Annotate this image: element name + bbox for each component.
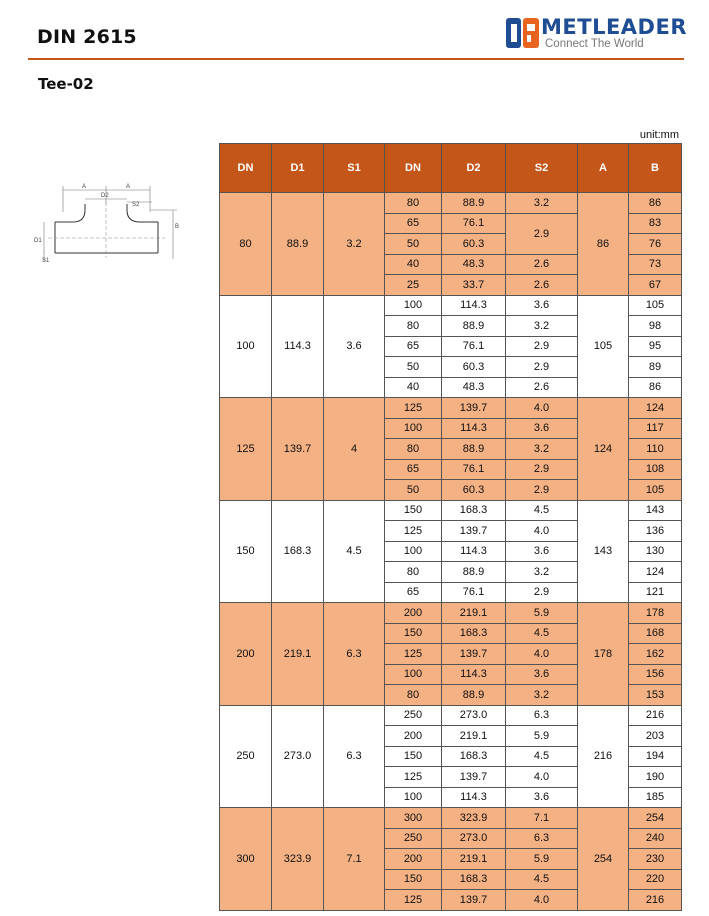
cell-s1: 6.3: [324, 603, 385, 706]
cell-branch-dn: 100: [385, 664, 442, 685]
cell-main-dn: 125: [220, 398, 272, 501]
cell-d2: 219.1: [442, 726, 506, 747]
cell-d2: 76.1: [442, 336, 506, 357]
cell-branch-dn: 50: [385, 480, 442, 501]
cell-a: 86: [578, 193, 629, 296]
cell-b: 124: [629, 562, 682, 583]
cell-b: 240: [629, 828, 682, 849]
cell-b: 76: [629, 234, 682, 255]
unit-label: unit:mm: [639, 129, 679, 141]
cell-b: 86: [629, 377, 682, 398]
cell-d2: 114.3: [442, 787, 506, 808]
diagram-label-d2: D2: [101, 193, 109, 199]
cell-branch-dn: 125: [385, 767, 442, 788]
cell-main-dn: 80: [220, 193, 272, 296]
cell-s1: 3.6: [324, 295, 385, 398]
cell-branch-dn: 100: [385, 295, 442, 316]
cell-b: 89: [629, 357, 682, 378]
table-row: [220, 705, 682, 726]
metleader-logo-icon: [505, 16, 541, 50]
cell-d2: 219.1: [442, 849, 506, 870]
cell-d2: 76.1: [442, 213, 506, 234]
cell-d2: 60.3: [442, 480, 506, 501]
cell-branch-dn: 80: [385, 562, 442, 583]
cell-d2: 139.7: [442, 890, 506, 911]
cell-d2: 139.7: [442, 644, 506, 665]
cell-s2: 2.6: [506, 377, 578, 398]
cell-d2: 114.3: [442, 295, 506, 316]
cell-branch-dn: 65: [385, 336, 442, 357]
cell-s2: 4.5: [506, 746, 578, 767]
column-header: DN: [385, 144, 442, 193]
cell-s2: 2.6: [506, 275, 578, 296]
cell-s2: 6.3: [506, 705, 578, 726]
cell-b: 203: [629, 726, 682, 747]
cell-d2: 88.9: [442, 316, 506, 337]
cell-d2: 76.1: [442, 459, 506, 480]
tee-dimension-diagram: [30, 182, 190, 267]
table-header-row: [220, 144, 682, 193]
logo-name: METLEADER: [541, 15, 687, 39]
cell-branch-dn: 125: [385, 890, 442, 911]
cell-main-dn: 250: [220, 705, 272, 808]
cell-d2: 114.3: [442, 664, 506, 685]
column-header: B: [629, 144, 682, 193]
cell-b: 83: [629, 213, 682, 234]
cell-b: 105: [629, 295, 682, 316]
cell-s1: 7.1: [324, 808, 385, 911]
cell-b: 110: [629, 439, 682, 460]
cell-a: 178: [578, 603, 629, 706]
cell-b: 220: [629, 869, 682, 890]
cell-d2: 168.3: [442, 869, 506, 890]
cell-main-dn: 200: [220, 603, 272, 706]
cell-branch-dn: 80: [385, 439, 442, 460]
table-row: [220, 603, 682, 624]
cell-a: 216: [578, 705, 629, 808]
cell-s2: 3.2: [506, 562, 578, 583]
cell-s2: 3.6: [506, 295, 578, 316]
cell-s2: 4.5: [506, 869, 578, 890]
cell-d2: 168.3: [442, 746, 506, 767]
diagram-label-a-right: A: [126, 184, 131, 190]
cell-s2: 2.9: [506, 459, 578, 480]
cell-s2: 3.6: [506, 541, 578, 562]
diagram-label-s2: S2: [132, 202, 140, 208]
cell-branch-dn: 100: [385, 541, 442, 562]
cell-d1: 168.3: [272, 500, 324, 603]
cell-b: 67: [629, 275, 682, 296]
cell-branch-dn: 80: [385, 685, 442, 706]
cell-d2: 139.7: [442, 398, 506, 419]
cell-b: 254: [629, 808, 682, 829]
cell-d2: 273.0: [442, 705, 506, 726]
cell-branch-dn: 150: [385, 623, 442, 644]
cell-d1: 323.9: [272, 808, 324, 911]
cell-s1: 3.2: [324, 193, 385, 296]
cell-s2: 4.0: [506, 521, 578, 542]
cell-s2: 3.2: [506, 316, 578, 337]
cell-s2: 4.0: [506, 644, 578, 665]
diagram-label-a-left: A: [82, 184, 87, 190]
cell-d2: 48.3: [442, 377, 506, 398]
cell-b: 216: [629, 705, 682, 726]
cell-branch-dn: 125: [385, 644, 442, 665]
cell-d2: 33.7: [442, 275, 506, 296]
logo-tagline: Connect The World: [545, 38, 644, 50]
cell-b: 190: [629, 767, 682, 788]
column-header: S2: [506, 144, 578, 193]
cell-b: 124: [629, 398, 682, 419]
cell-b: 130: [629, 541, 682, 562]
cell-branch-dn: 100: [385, 787, 442, 808]
cell-s2: 2.9: [506, 336, 578, 357]
cell-main-dn: 300: [220, 808, 272, 911]
cell-b: 153: [629, 685, 682, 706]
cell-d2: 114.3: [442, 541, 506, 562]
table-row: [220, 500, 682, 521]
cell-s2: 3.6: [506, 787, 578, 808]
cell-d2: 48.3: [442, 254, 506, 275]
cell-d1: 139.7: [272, 398, 324, 501]
cell-main-dn: 150: [220, 500, 272, 603]
table-body: [220, 193, 682, 911]
column-header: S1: [324, 144, 385, 193]
cell-b: 105: [629, 480, 682, 501]
cell-main-dn: 100: [220, 295, 272, 398]
dimension-table: [219, 143, 682, 911]
cell-s1: 4.5: [324, 500, 385, 603]
cell-branch-dn: 200: [385, 849, 442, 870]
cell-b: 86: [629, 193, 682, 214]
cell-branch-dn: 65: [385, 459, 442, 480]
cell-branch-dn: 25: [385, 275, 442, 296]
cell-branch-dn: 200: [385, 603, 442, 624]
cell-b: 230: [629, 849, 682, 870]
header-divider: [28, 58, 684, 60]
cell-s2: 4.0: [506, 767, 578, 788]
cell-b: 185: [629, 787, 682, 808]
cell-b: 121: [629, 582, 682, 603]
cell-a: 143: [578, 500, 629, 603]
column-header: DN: [220, 144, 272, 193]
cell-branch-dn: 200: [385, 726, 442, 747]
cell-s2: 2.9: [506, 480, 578, 501]
cell-branch-dn: 250: [385, 705, 442, 726]
cell-s2: 2.9: [506, 582, 578, 603]
cell-d1: 273.0: [272, 705, 324, 808]
cell-d2: 88.9: [442, 439, 506, 460]
cell-branch-dn: 80: [385, 316, 442, 337]
cell-b: 216: [629, 890, 682, 911]
cell-branch-dn: 300: [385, 808, 442, 829]
company-logo: [505, 14, 685, 54]
cell-d1: 114.3: [272, 295, 324, 398]
cell-s2: 3.2: [506, 439, 578, 460]
cell-d2: 139.7: [442, 521, 506, 542]
cell-d2: 76.1: [442, 582, 506, 603]
cell-d2: 323.9: [442, 808, 506, 829]
cell-b: 162: [629, 644, 682, 665]
cell-s2: 6.3: [506, 828, 578, 849]
cell-b: 73: [629, 254, 682, 275]
cell-s2: 3.2: [506, 685, 578, 706]
cell-b: 156: [629, 664, 682, 685]
cell-d2: 114.3: [442, 418, 506, 439]
cell-d2: 139.7: [442, 767, 506, 788]
cell-b: 168: [629, 623, 682, 644]
column-header: D1: [272, 144, 324, 193]
table-row: [220, 193, 682, 214]
cell-b: 108: [629, 459, 682, 480]
cell-branch-dn: 125: [385, 521, 442, 542]
cell-s2: 4.0: [506, 398, 578, 419]
cell-s2: 5.9: [506, 603, 578, 624]
cell-branch-dn: 100: [385, 418, 442, 439]
cell-a: 124: [578, 398, 629, 501]
cell-branch-dn: 40: [385, 377, 442, 398]
cell-branch-dn: 150: [385, 746, 442, 767]
cell-b: 98: [629, 316, 682, 337]
cell-b: 95: [629, 336, 682, 357]
cell-d1: 88.9: [272, 193, 324, 296]
cell-a: 254: [578, 808, 629, 911]
cell-branch-dn: 150: [385, 869, 442, 890]
diagram-label-s1: S1: [42, 258, 50, 264]
table-row: [220, 808, 682, 829]
cell-s2: 3.6: [506, 664, 578, 685]
cell-s2: 4.5: [506, 623, 578, 644]
cell-branch-dn: 125: [385, 398, 442, 419]
cell-d2: 88.9: [442, 562, 506, 583]
cell-s1: 4: [324, 398, 385, 501]
cell-s2: 2.6: [506, 254, 578, 275]
cell-b: 143: [629, 500, 682, 521]
cell-branch-dn: 40: [385, 254, 442, 275]
cell-b: 194: [629, 746, 682, 767]
cell-d2: 60.3: [442, 234, 506, 255]
cell-branch-dn: 80: [385, 193, 442, 214]
cell-s2: 4.5: [506, 500, 578, 521]
cell-d2: 60.3: [442, 357, 506, 378]
cell-b: 136: [629, 521, 682, 542]
cell-s2: 3.6: [506, 418, 578, 439]
page-title: DIN 2615: [37, 26, 137, 48]
cell-branch-dn: 65: [385, 213, 442, 234]
cell-d2: 88.9: [442, 685, 506, 706]
diagram-label-b: B: [175, 224, 180, 230]
table-row: [220, 295, 682, 316]
cell-branch-dn: 65: [385, 582, 442, 603]
cell-d1: 219.1: [272, 603, 324, 706]
cell-branch-dn: 50: [385, 357, 442, 378]
cell-s2: 2.9: [506, 213, 578, 254]
cell-d2: 88.9: [442, 193, 506, 214]
column-header: D2: [442, 144, 506, 193]
cell-d2: 168.3: [442, 500, 506, 521]
cell-s1: 6.3: [324, 705, 385, 808]
cell-s2: 3.2: [506, 193, 578, 214]
cell-s2: 2.9: [506, 357, 578, 378]
cell-d2: 168.3: [442, 623, 506, 644]
cell-s2: 5.9: [506, 849, 578, 870]
cell-s2: 7.1: [506, 808, 578, 829]
cell-branch-dn: 250: [385, 828, 442, 849]
cell-d2: 219.1: [442, 603, 506, 624]
table-row: [220, 398, 682, 419]
cell-a: 105: [578, 295, 629, 398]
section-subtitle: Tee-02: [38, 75, 94, 93]
cell-d2: 273.0: [442, 828, 506, 849]
cell-s2: 4.0: [506, 890, 578, 911]
cell-branch-dn: 50: [385, 234, 442, 255]
cell-b: 178: [629, 603, 682, 624]
cell-b: 117: [629, 418, 682, 439]
cell-s2: 5.9: [506, 726, 578, 747]
cell-branch-dn: 150: [385, 500, 442, 521]
column-header: A: [578, 144, 629, 193]
diagram-label-d1: D1: [34, 238, 42, 244]
